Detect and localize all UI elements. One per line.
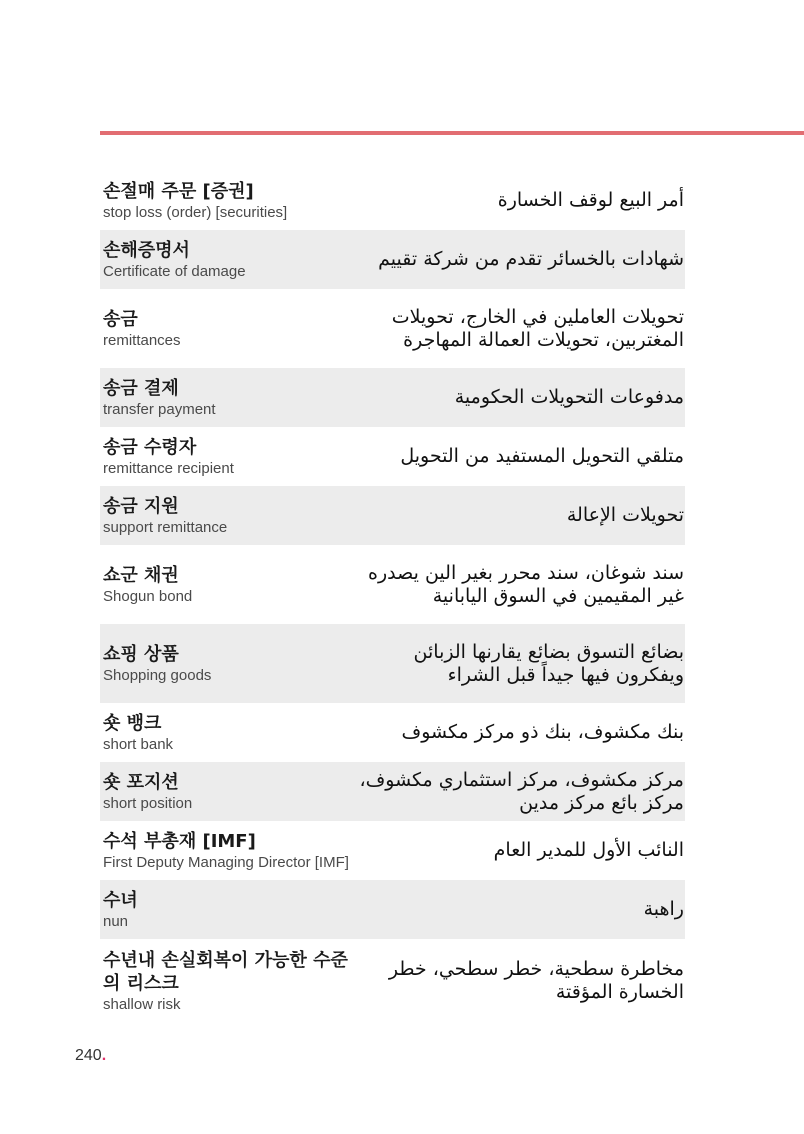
term-arabic: مركز مكشوف، مركز استثماري مكشوف، مركز بائع مركز مدين	[359, 768, 684, 814]
term-english: Shopping goods	[103, 666, 212, 684]
glossary-row	[100, 939, 685, 1023]
term-english: Shogun bond	[103, 587, 193, 605]
term-column	[103, 830, 358, 872]
term-arabic: بضائع التسوق بضائع يقارنها الزبائن ويفكرون فيها جيداً قبل الشراء	[413, 640, 684, 686]
term-arabic: مدفوعات التحويلات الحكومية	[454, 386, 684, 408]
term-english: First Deputy Managing Director [IMF]	[103, 853, 349, 871]
term-column	[103, 436, 358, 478]
term-korean: 손해증명서	[103, 239, 190, 261]
glossary-row	[100, 171, 685, 230]
term-korean: 손절매 주문 [증권]	[103, 180, 254, 202]
term-english: shallow risk	[103, 995, 181, 1013]
term-column	[103, 377, 358, 419]
term-english: nun	[103, 912, 129, 930]
page-number-dot: .	[101, 1047, 107, 1064]
glossary-row	[100, 703, 685, 762]
term-arabic: راهبة	[643, 898, 684, 920]
term-korean: 숏 포지션	[103, 771, 179, 793]
term-arabic: النائب الأول للمدير العام	[493, 839, 684, 861]
term-arabic: تحويلات العاملين في الخارج، تحويلات المغتربين، تحويلات العمالة المهاجرة	[391, 305, 684, 351]
term-korean: 수석 부총재 [IMF]	[103, 830, 256, 852]
term-korean: 송금	[103, 308, 138, 330]
term-korean: 송금 수령자	[103, 436, 197, 458]
term-english: stop loss (order) [securities]	[103, 203, 288, 221]
term-column	[103, 889, 358, 931]
term-english: remittance recipient	[103, 459, 234, 477]
term-column	[103, 495, 358, 537]
term-korean: 수년내 손실회복이 가능한 수준의 리스크	[103, 949, 348, 994]
glossary-row	[100, 486, 685, 545]
term-korean: 송금 지원	[103, 495, 179, 517]
term-arabic: سند شوغان، سند محرر بغير الين يصدره غير المقيمين في السوق اليابانية	[368, 561, 684, 607]
top-accent-rule	[100, 131, 804, 135]
term-arabic: مخاطرة سطحية، خطر سطحي، خطر الخسارة المؤقتة	[388, 958, 684, 1003]
term-korean: 쇼군 채권	[103, 564, 179, 586]
term-column	[103, 180, 358, 222]
term-korean: 숏 뱅크	[103, 712, 162, 734]
term-arabic: متلقي التحويل المستفيد من التحويل	[400, 445, 684, 467]
page-number	[75, 1047, 106, 1065]
glossary-list	[100, 171, 685, 1023]
term-english: Certificate of damage	[103, 262, 246, 280]
term-column	[103, 643, 358, 685]
term-arabic: أمر البيع لوقف الخسارة	[497, 189, 684, 211]
term-column	[103, 771, 358, 813]
term-arabic: شهادات بالخسائر تقدم من شركة تقييم	[378, 248, 684, 270]
glossary-row	[100, 230, 685, 289]
term-korean: 송금 결제	[103, 377, 179, 399]
term-arabic: تحويلات الإعالة	[566, 504, 684, 526]
page-number-text: 240	[75, 1047, 102, 1064]
term-korean: 쇼핑 상품	[103, 643, 179, 665]
glossary-row	[100, 545, 685, 624]
term-english: transfer payment	[103, 400, 216, 418]
term-english: support remittance	[103, 518, 228, 536]
glossary-row	[100, 762, 685, 821]
glossary-row	[100, 821, 685, 880]
term-column	[103, 308, 358, 350]
term-column	[103, 239, 358, 281]
term-english: short bank	[103, 735, 174, 753]
glossary-row	[100, 624, 685, 703]
term-column	[103, 712, 358, 754]
glossary-row	[100, 368, 685, 427]
glossary-row	[100, 427, 685, 486]
term-column	[103, 949, 358, 1014]
term-english: short position	[103, 794, 193, 812]
term-arabic: بنك مكشوف، بنك ذو مركز مكشوف	[401, 721, 684, 743]
glossary-row	[100, 289, 685, 368]
term-english: remittances	[103, 331, 181, 349]
term-column	[103, 564, 358, 606]
term-korean: 수녀	[103, 889, 138, 911]
glossary-row	[100, 880, 685, 939]
